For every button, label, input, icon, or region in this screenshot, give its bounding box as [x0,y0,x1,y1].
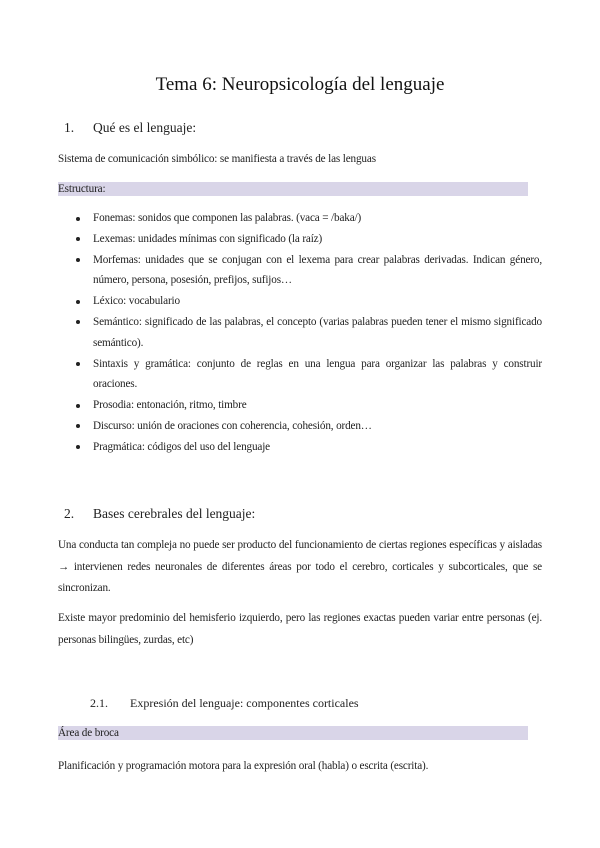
section-2-paragraph-2: Existe mayor predominio del hemisferio izquierdo, pero las regiones exactas pueden variar entre personas (ej. personas bilingües, zurdas, etc) [58,612,542,646]
section-2-heading [64,506,255,522]
broca-paragraph: Planificación y programación motora para la expresión oral (habla) o escrita (escrita). [58,760,429,772]
bullet-icon [76,424,80,428]
section-1-heading [64,120,196,136]
section-1-title: Qué es el lenguaje: [93,120,197,135]
list-item: Discurso: unión de oraciones con coherencia, cohesión, orden… [58,416,542,437]
section-2-number: 2. [64,506,75,521]
bullet-icon [76,362,80,366]
list-item: Semántico: significado de las palabras, el concepto (varias palabras pueden tener el mismo significado semántico). [58,312,542,354]
list-item: Lexemas: unidades mínimas con significado (la raíz) [58,229,542,250]
section-1-definition: Sistema de comunicación simbólico: se manifiesta a través de las lenguas [58,153,376,165]
subsection-2-1-heading [90,696,359,711]
bullet-icon [76,258,80,262]
list-item: Pragmática: códigos del uso del lenguaje [58,437,542,458]
bullet-icon [76,237,80,241]
broca-band: Área de broca [58,726,528,740]
section-2-paragraph-1: Una conducta tan compleja no puede ser producto del funcionamiento de ciertas regiones específicas y aisladas → intervienen redes neuronales de diferentes áreas por todo el cerebro, corticales y subcorticales, que se sincronizan. [58,539,542,594]
list-item: Sintaxis y gramática: conjunto de reglas en una lengua para organizar las palabras y construir oraciones. [58,354,542,396]
bullet-icon [76,320,80,324]
section-2-title: Bases cerebrales del lenguaje: [93,506,256,521]
list-item: Prosodia: entonación, ritmo, timbre [58,395,542,416]
structure-list [58,208,542,458]
document-title: Tema 6: Neuropsicología del lenguaje [155,74,445,95]
subsection-2-1-title: Expresión del lenguaje: componentes corticales [130,696,359,710]
bullet-icon [76,300,80,304]
bullet-icon [76,445,80,449]
bullet-icon [76,404,80,408]
bullet-icon [76,217,80,221]
subsection-2-1-number: 2.1. [90,696,108,710]
list-item: Léxico: vocabulario [58,291,542,312]
list-item: Morfemas: unidades que se conjugan con el lexema para crear palabras derivadas. Indican género, número, persona, posesión, prefijos, sufijos… [58,250,542,292]
structure-band: Estructura: [58,182,528,196]
list-item: Fonemas: sonidos que componen las palabras. (vaca = /baka/) [58,208,542,229]
section-1-number: 1. [64,120,75,135]
